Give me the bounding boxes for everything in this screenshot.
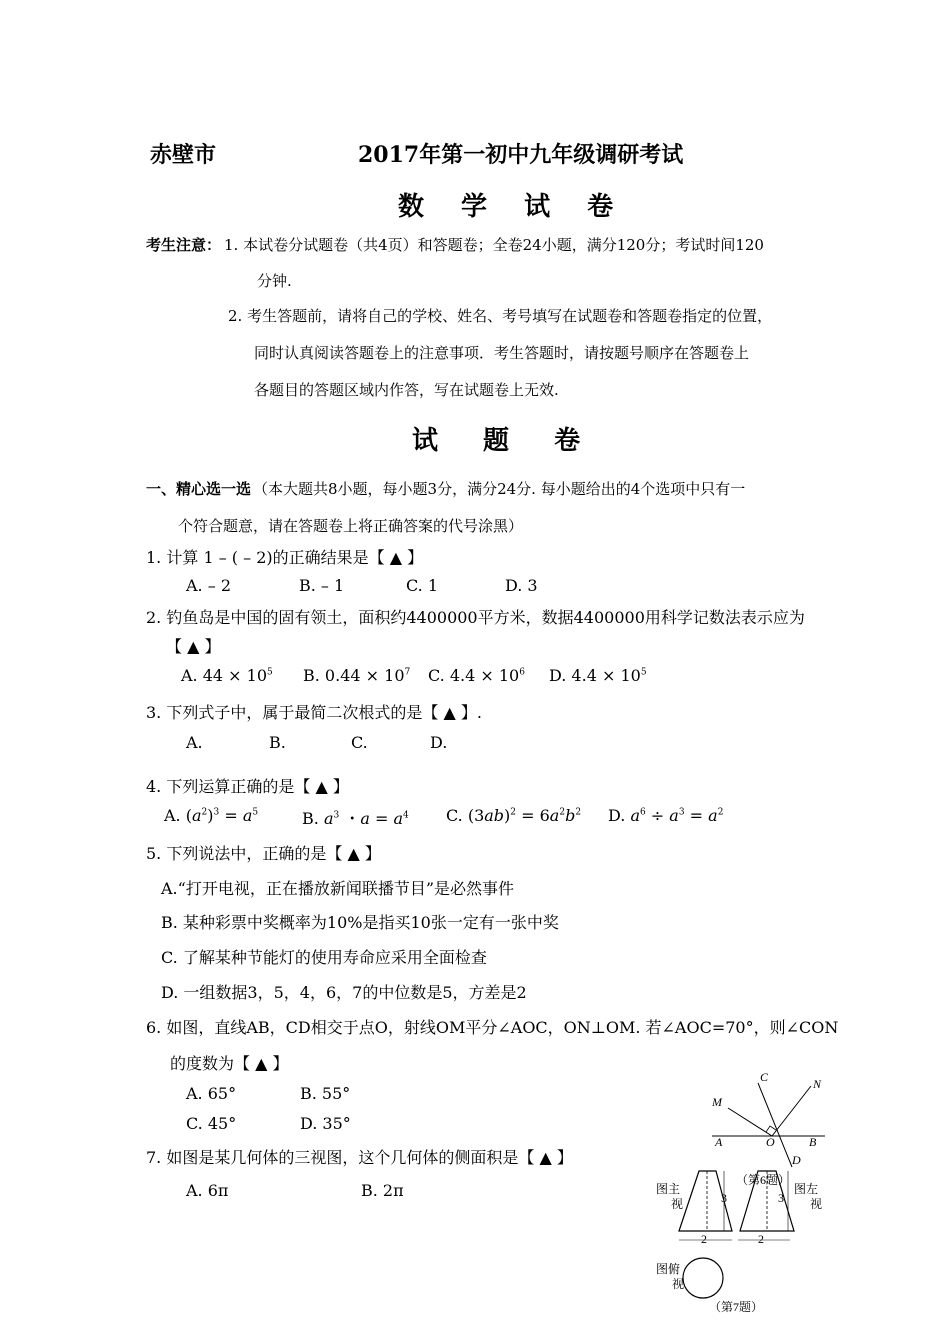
- q2-option-b: B. $0.44 \times 10^7$: [303, 666, 411, 685]
- part1-desc-line2: 个符合题意，请在答题卷上将正确答案的代号涂黑）: [178, 517, 524, 535]
- q4-option-b: B. $a^3$ ・$a = a^4$: [302, 809, 409, 828]
- label-d: D: [792, 1153, 801, 1167]
- left-base-label: 2: [758, 1232, 764, 1246]
- exam-title: 2017年第一初中九年级调研考试: [358, 142, 684, 168]
- q6-option-b: B. 55°: [300, 1084, 351, 1103]
- subject-title: 数 学 试 卷: [398, 192, 628, 222]
- q1-option-c: C. 1: [406, 576, 439, 595]
- notice-item2-line1: 2. 考生答题前，请将自己的学校、姓名、考号填写在试题卷和答题卷指定的位置，: [228, 307, 773, 325]
- front-view-label-2: 视: [671, 1197, 684, 1211]
- q4-stem: 4. 下列运算正确的是【 ▲ 】: [146, 777, 349, 796]
- top-view-label-1: 图俯: [656, 1262, 681, 1276]
- q6-stem: 6. 如图，直线AB，CD相交于点O，射线OM平分∠AOC，ON⊥OM. 若∠AOC=70°，则∠CON: [146, 1018, 839, 1037]
- q3-option-c: C.: [351, 733, 368, 752]
- q3-option-b: B.: [269, 733, 286, 752]
- label-m: M: [712, 1095, 722, 1109]
- top-view-circle: [683, 1258, 723, 1298]
- front-base-label: 2: [701, 1232, 707, 1246]
- q6-option-c: C. 45°: [186, 1114, 237, 1133]
- q3-option-a: A.: [186, 733, 203, 752]
- label-o: O: [766, 1135, 775, 1149]
- left-view-label-2: 视: [810, 1197, 823, 1211]
- q4-option-a: A. $(a^2)^3 = a^5$: [164, 806, 259, 825]
- q5-option-d: D. 一组数据3，5，4，6，7的中位数是5，方差是2: [161, 983, 527, 1002]
- figure-7: [652, 1163, 832, 1331]
- ray-om: [728, 1108, 772, 1136]
- q7-stem: 7. 如图是某几何体的三视图，这个几何体的侧面积是【 ▲ 】: [146, 1148, 573, 1167]
- q1-option-b: B. – 1: [299, 576, 345, 595]
- q5-stem: 5. 下列说法中，正确的是【 ▲ 】: [146, 844, 381, 863]
- left-view-label-1: 图左: [794, 1182, 819, 1196]
- q5-option-b: B. 某种彩票中奖概率为10%是指买10张一定有一张中奖: [161, 913, 559, 932]
- label-c: C: [760, 1070, 769, 1084]
- front-view-label-1: 图主: [656, 1182, 681, 1196]
- q4-option-c: C. $(3ab)^2 = 6a^2b^2$: [446, 806, 582, 825]
- notice-item1-line1: 1. 本试卷分试题卷（共4页）和答题卷；全卷24小题，满分120分；考试时间120: [224, 236, 764, 254]
- notice-label: 考生注意：: [146, 236, 222, 254]
- ray-on: [772, 1086, 811, 1136]
- front-height-label: 3: [721, 1191, 727, 1205]
- q7-option-a: A. 6π: [186, 1181, 229, 1200]
- q4-option-d: D. $a^6 \div a^3 = a^2$: [608, 806, 724, 825]
- q2-option-c: C. $4.4 \times 10^6$: [428, 666, 525, 685]
- part1-heading: 一、精心选一选: [146, 480, 252, 498]
- right-angle-mark: [766, 1126, 776, 1132]
- figure-6-caption: （第6题）: [736, 1173, 791, 1187]
- label-n: N: [813, 1077, 822, 1091]
- q3-option-d: D.: [430, 733, 448, 752]
- line-cd: [758, 1083, 792, 1167]
- left-height-label: 3: [778, 1191, 784, 1205]
- q3-stem: 3. 下列式子中，属于最简二次根式的是【 ▲ 】.: [146, 703, 482, 722]
- q2-option-d: D. $4.4 \times 10^5$: [549, 666, 647, 685]
- q7-option-b: B. 2π: [361, 1181, 404, 1200]
- q1-stem: 1. 计算 1 – ( – 2)的正确结果是【 ▲ 】: [146, 548, 424, 567]
- q6-option-d: D. 35°: [300, 1114, 351, 1133]
- city-name: 赤壁市: [150, 142, 217, 168]
- section-title: 试 题 卷: [412, 426, 599, 456]
- q1-option-d: D. 3: [505, 576, 538, 595]
- notice-item1-line2: 分钟.: [257, 272, 292, 290]
- notice-item2-line2: 同时认真阅读答题卷上的注意事项．考生答题时，请按题号顺序在答题卷上: [254, 344, 750, 362]
- q6-option-a: A. 65°: [186, 1084, 237, 1103]
- figure-7-caption: （第7题）: [709, 1300, 764, 1314]
- q6-stem-line2: 的度数为【 ▲ 】: [170, 1054, 289, 1073]
- q2-stem-bracket: 【 ▲ 】: [166, 637, 221, 656]
- q5-option-a: A.“打开电视，正在播放新闻联播节目”是必然事件: [161, 879, 515, 898]
- label-b: B: [809, 1135, 817, 1149]
- q1-option-a: A. – 2: [186, 576, 231, 595]
- top-view-label-2: 视: [672, 1277, 685, 1291]
- q5-option-c: C. 了解某种节能灯的使用寿命应采用全面检查: [161, 948, 487, 967]
- q2-stem: 2. 钓鱼岛是中国的固有领土，面积约4400000平方米，数据4400000用科学记数法表示应为: [146, 608, 805, 627]
- label-a: A: [715, 1135, 723, 1149]
- part1-desc-line1: （本大题共8小题，每小题3分，满分24分. 每小题给出的4个选项中只有一: [253, 480, 746, 498]
- q2-option-a: A. $44 \times 10^5$: [181, 666, 273, 685]
- notice-item2-line3: 各题目的答题区域内作答，写在试题卷上无效.: [254, 381, 559, 399]
